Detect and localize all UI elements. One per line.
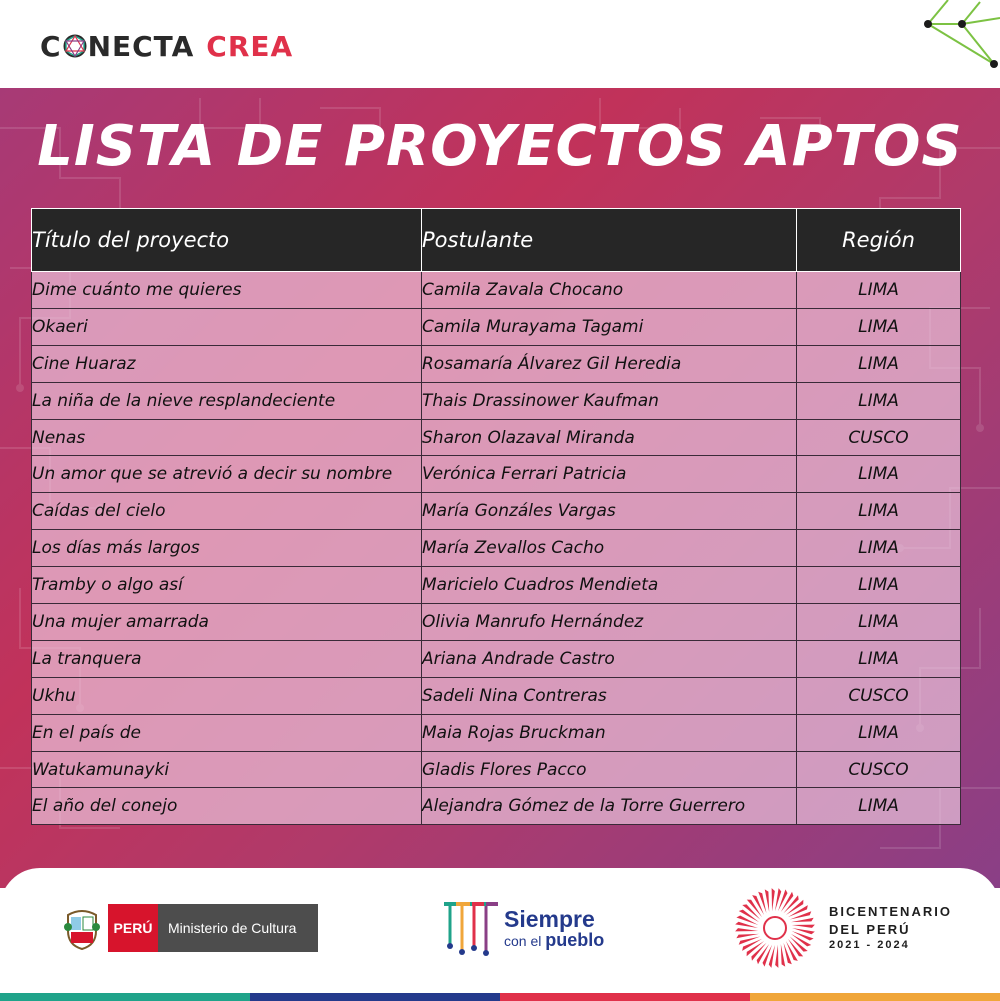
table-row [32, 272, 961, 309]
sun-ray [775, 945, 778, 968]
region: LIMA [797, 345, 961, 382]
region: LIMA [797, 456, 961, 493]
applicant-name: María Gonzáles Vargas [422, 493, 797, 530]
project-title: Caídas del cielo [32, 493, 422, 530]
region: CUSCO [797, 751, 961, 788]
sun-ray [792, 928, 815, 934]
sun-ray [739, 937, 761, 945]
network-icon [920, 0, 1000, 75]
table-row [32, 640, 961, 677]
applicant-name: Olivia Manrufo Hernández [422, 604, 797, 641]
region: LIMA [797, 382, 961, 419]
project-title: Una mujer amarrada [32, 604, 422, 641]
table-header-row [32, 209, 961, 272]
project-title: Un amor que se atrevió a decir su nombre [32, 456, 422, 493]
region: LIMA [797, 272, 961, 309]
table-row [32, 714, 961, 751]
table-row [32, 382, 961, 419]
project-title: Okaeri [32, 308, 422, 345]
projects-table [31, 208, 961, 825]
project-title: Watukamunayki [32, 751, 422, 788]
sun-ray [775, 888, 781, 911]
applicant-name: Alejandra Gómez de la Torre Guerrero [422, 788, 797, 825]
region: LIMA [797, 604, 961, 641]
applicant-name: María Zevallos Cacho [422, 530, 797, 567]
siempre-con-el: con el [504, 932, 542, 949]
stripe-red [500, 993, 750, 1001]
applicant-name: Camila Murayama Tagami [422, 308, 797, 345]
siempre-line1: Siempre [504, 905, 595, 932]
region: LIMA [797, 788, 961, 825]
region: CUSCO [797, 677, 961, 714]
bicentenario-sun-icon [733, 886, 817, 970]
bicent-line2: DEL PERÚ [829, 921, 911, 937]
project-title: Nenas [32, 419, 422, 456]
table-row [32, 345, 961, 382]
bicent-line3: 2021 - 2024 [829, 939, 910, 952]
column-header-region: Región [797, 209, 961, 272]
applicant-name: Ariana Andrade Castro [422, 640, 797, 677]
ministry-label: Ministerio de Cultura [158, 904, 318, 952]
stripe-blue [250, 993, 500, 1001]
bicent-line1: BICENTENARIO [829, 904, 952, 920]
applicant-name: Verónica Ferrari Patricia [422, 456, 797, 493]
table-row [32, 567, 961, 604]
table-row [32, 308, 961, 345]
table-row [32, 456, 961, 493]
region: LIMA [797, 493, 961, 530]
project-title: El año del conejo [32, 788, 422, 825]
table-row [32, 530, 961, 567]
applicant-name: Thais Drassinower Kaufman [422, 382, 797, 419]
peru-shield-icon [62, 905, 102, 951]
sun-ray [772, 888, 775, 911]
sun-ray [758, 892, 766, 914]
applicant-name: Maia Rojas Bruckman [422, 714, 797, 751]
column-header-applicant: Postulante [422, 209, 797, 272]
region: CUSCO [797, 419, 961, 456]
stripe-orange [750, 993, 1000, 1001]
table-row [32, 419, 961, 456]
project-title: En el país de [32, 714, 422, 751]
siempre-pueblo: pueblo [545, 929, 605, 950]
table-row [32, 677, 961, 714]
table-row [32, 604, 961, 641]
region: LIMA [797, 714, 961, 751]
project-title: Cine Huaraz [32, 345, 422, 382]
project-title: Dime cuánto me quieres [32, 272, 422, 309]
applicant-name: Gladis Flores Pacco [422, 751, 797, 788]
sun-ray [792, 925, 815, 928]
region: LIMA [797, 308, 961, 345]
project-title: Los días más largos [32, 530, 422, 567]
column-header-title: Título del proyecto [32, 209, 422, 272]
peru-label: PERÚ [108, 904, 158, 952]
sun-ray [784, 943, 792, 965]
sun-ray [735, 928, 758, 931]
project-title: La niña de la nieve resplandeciente [32, 382, 422, 419]
page-title: LISTA DE PROYECTOS APTOS [37, 114, 963, 179]
applicant-name: Sadeli Nina Contreras [422, 677, 797, 714]
table-row [32, 788, 961, 825]
brand-c: C [40, 29, 62, 63]
sun-ray [769, 945, 775, 968]
conecta-crea-logo [40, 26, 293, 66]
project-title: La tranquera [32, 640, 422, 677]
region: LIMA [797, 530, 961, 567]
table-row [32, 493, 961, 530]
bicentenario-logo [733, 886, 952, 970]
table-row [32, 751, 961, 788]
applicant-name: Sharon Olazaval Miranda [422, 419, 797, 456]
brand-crea: CREA [206, 29, 294, 63]
siempre-con-el-pueblo-logo [442, 900, 604, 956]
sun-ray [790, 911, 812, 919]
region: LIMA [797, 567, 961, 604]
ministerio-cultura-logo [62, 904, 318, 952]
applicant-name: Camila Zavala Chocano [422, 272, 797, 309]
applicant-name: Maricielo Cuadros Mendieta [422, 567, 797, 604]
color-stripes [0, 993, 1000, 1001]
brand-necta: NECTA [87, 29, 195, 63]
sun-ray [735, 922, 758, 928]
applicant-name: Rosamaría Álvarez Gil Heredia [422, 345, 797, 382]
stripe-teal [0, 993, 250, 1001]
siempre-figures-icon [442, 900, 500, 956]
project-title: Ukhu [32, 677, 422, 714]
header [0, 0, 1000, 88]
geodesic-o-icon [63, 34, 87, 58]
region: LIMA [797, 640, 961, 677]
project-title: Tramby o algo así [32, 567, 422, 604]
